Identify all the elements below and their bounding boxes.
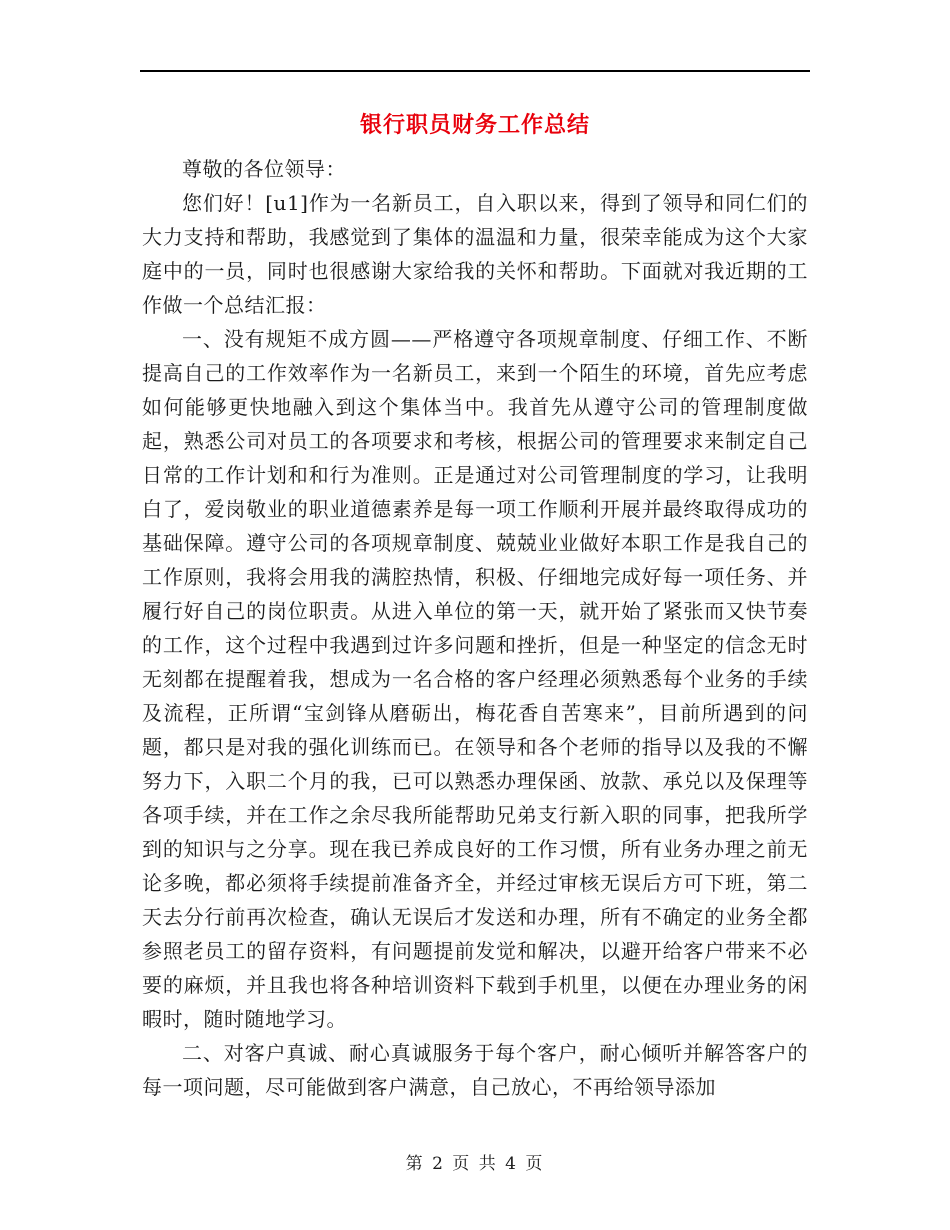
intro-paragraph: 您们好！[u1]作为一名新员工，自入职以来，得到了领导和同仁们的大力支持和帮助，我感觉到了集体的温温和力量，很荣幸能成为这个大家庭中的一员，同时也很感谢大家给我的关怀和帮助。下面就对我近期的工作做一个总结汇报： xyxy=(142,191,808,317)
section-one-paragraph: 一、没有规矩不成方圆——严格遵守各项规章制度、仔细工作、不断提高自己的工作效率作为一名新员工，来到一个陌生的环境，首先应考虑如何能够更快地融入到这个集体当中。我首先从遵守公司的管理制度做起，熟悉公司对员工的各项要求和考核，根据公司的管理要求来制定自己日常的工作计划和和行为准则。正是通过对公司管理制度的学习，让我明白了，爱岗敬业的职业道德素养是每一项工作顺利开展并最终取得成功的基础保障。遵守公司的各项规章制度、兢兢业业做好本职工作是我自己的工作原则，我将会用我的满腔热情，积极、仔细地完成好每一项任务、并履行好自己的岗位职责。从进入单位的第一天，就开始了紧张而又快节奏的工作，这个过程中我遇到过许多问题和挫折，但是一种坚定的信念无时无刻都在提醒着我，想成为一名合格的客户经理必须熟悉每个业务的手续及流程，正所谓“宝剑锋从磨砺出，梅花香自苦寒来”，目前所遇到的问题，都只是对我的强化训练而已。在领导和各个老师的指导以及我的不懈努力下，入职二个月的我，已可以熟悉办理保函、放款、承兑以及保理等各项手续，并在工作之余尽我所能帮助兄弟支行新入职的同事，把我所学到的知识与之分享。现在我已养成良好的工作习惯，所有业务办理之前无论多晚，都必须将手续提前准备齐全，并经过审核无误后方可下班，第二天去分行前再次检查，确认无误后才发送和办理，所有不确定的业务全都参照老员工的留存资料，有问题提前发觉和解决，以避开给客户带来不必要的麻烦，并且我也将各种培训资料下载到手机里，以便在办理业务的闲暇时，随时随地学习。 xyxy=(142,327,808,1031)
header-rule xyxy=(140,70,810,72)
document-body xyxy=(142,152,808,1104)
document-title: 银行职员财务工作总结 xyxy=(359,112,590,138)
page-number: 第 2 页 共 4 页 xyxy=(405,1154,545,1174)
section-two-paragraph: 二、对客户真诚、耐心真诚服务于每个客户，耐心倾听并解答客户的每一项问题，尽可能做到客户满意，自己放心，不再给领导添加 xyxy=(142,1041,808,1099)
salutation-paragraph: 尊敬的各位领导： xyxy=(182,157,346,181)
